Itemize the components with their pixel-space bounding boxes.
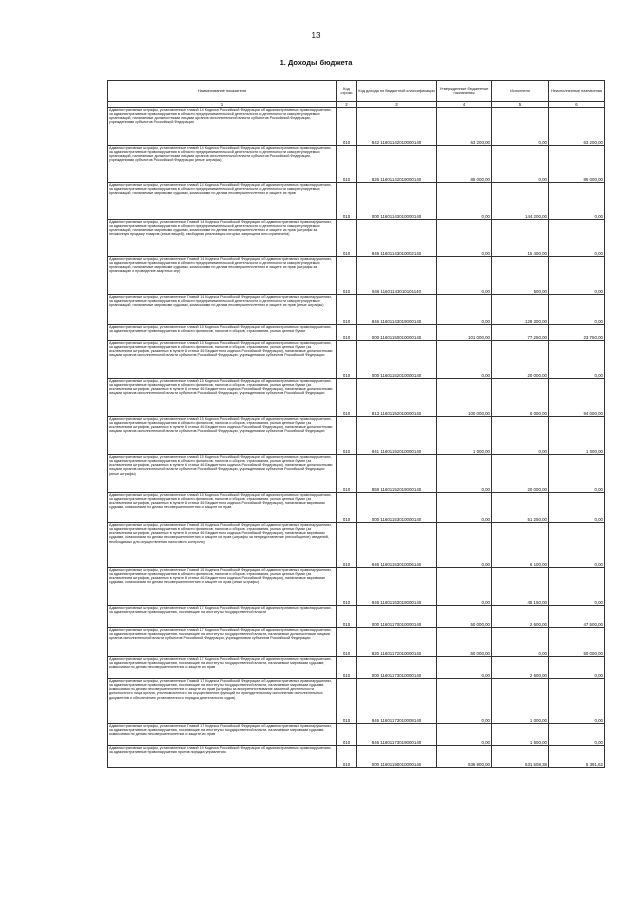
row-name: Административные штрафы, установленные главой 15 Кодекса Российской Федерации об административных правонарушениях, за административные правонарушения в области финансов, налогов и сборов, страхования, рынка ценных бумаг (за исключением штрафов, указанных в пункте 6 статьи 46 Бюджетного кодекса Российской Федерации), налагаемые должностными лицами органов исполнительной власти субъектов Российской Федерации, учреждениями субъектов Российской Федерации (108, 341, 337, 379)
row-approved: 50 000,00 (437, 606, 492, 628)
row-class-code: 000 11601190010000140 (357, 746, 437, 768)
row-name: Административные штрафы, установленные главой 15 Кодекса Российской Федерации об административных правонарушениях, за административные правонарушения в области финансов, налогов и сборов, страхования, рынка ценных бумаг (за исключением штрафов, указанных в пункте 6 статьи 46 Бюджетного кодекса Российской Федерации), налагаемые должностными лицами органов исполнительной власти субъектов Российской Федерации, учреждениями субъектов Российской Федерации (108, 379, 337, 417)
column-number: 5 (492, 102, 549, 108)
row-line-code: 010 (337, 295, 357, 325)
row-approved: 0,00 (437, 657, 492, 679)
row-name: Административные штрафы, установленные главой 17 Кодекса Российской Федерации об административных правонарушениях, за административные правонарушения, посягающие на институты государственной власти, налагаемые мировыми судьями, комиссиями по делам несовершеннолетних и защите их прав (108, 657, 337, 679)
row-line-code: 010 (337, 341, 357, 379)
row-class-code: 859 11601152019000140 (357, 455, 437, 493)
row-line-code: 010 (337, 724, 357, 746)
table-row (108, 220, 605, 257)
row-approved: 0,00 (437, 523, 492, 568)
row-class-code: 000 11601150010000140 (357, 325, 437, 341)
row-class-code: 846 11601173010008140 (357, 679, 437, 724)
row-class-code: 846 11601153010006140 (357, 523, 437, 568)
page-number: 13 (311, 31, 321, 40)
row-unexecuted: 50 000,00 (549, 628, 605, 657)
row-executed: 1 000,00 (492, 679, 549, 724)
row-line-code: 010 (337, 657, 357, 679)
row-name: Административные штрафы, установленные главой 15 Кодекса Российской Федерации об административных правонарушениях, за административные правонарушения в области финансов, налогов и сборов, страхования, рынка ценных бумаг (за исключением штрафов, указанных в пункте 6 статьи 46 Бюджетного кодекса Российской Федерации), налагаемые мировыми судьями, комиссиями по делам несовершеннолетних и защите их прав (108, 493, 337, 523)
table-row (108, 455, 605, 493)
table-row (108, 417, 605, 455)
row-line-code: 010 (337, 146, 357, 183)
row-executed: 20 000,00 (492, 341, 549, 379)
row-class-code: 813 11601152010000140 (357, 379, 437, 417)
row-name: Административные штрафы, установленные главой 14 Кодекса Российской Федерации об административных правонарушениях, за административные правонарушения в области предпринимательской деятельности и деятельности саморегулируемых организаций, налагаемые мировыми судьями, комиссиями по делам несовершеннолетних и защите их прав (108, 183, 337, 220)
row-approved: 85 000,00 (437, 146, 492, 183)
table-row (108, 746, 605, 768)
row-executed: 6 000,00 (492, 379, 549, 417)
row-unexecuted: 5 391,62 (549, 746, 605, 768)
income-table (107, 80, 605, 768)
row-approved: 536 900,00 (437, 746, 492, 768)
row-name: Административные штрафы, установленные Главой 15 Кодекса Российской Федерации об административных правонарушениях, за административные правонарушения в области финансов, налогов и сборов, страхования, рынка ценных бумаг (за исключением штрафов, указанных в пункте 6 статьи 46 Бюджетного кодекса Российской Федерации), налагаемые мировыми судьями, комиссиями по делам несовершеннолетних и защите их прав (иные штрафы) (108, 568, 337, 606)
row-unexecuted: 0,00 (549, 657, 605, 679)
row-line-code: 010 (337, 493, 357, 523)
row-line-code: 010 (337, 523, 357, 568)
row-class-code: 820 11601172010000140 (357, 628, 437, 657)
row-unexecuted: 0,00 (549, 679, 605, 724)
row-name: Административные штрафы, установленные главой 15 Кодекса Российской Федерации об административных правонарушениях, за административные правонарушения в области финансов, налогов и сборов, страхования, рынка ценных бумаг (108, 325, 337, 341)
table-row (108, 108, 605, 146)
row-executed: 128 300,00 (492, 295, 549, 325)
table-row (108, 606, 605, 628)
table-row (108, 679, 605, 724)
row-executed: 20 000,00 (492, 455, 549, 493)
row-approved: 50 000,00 (437, 628, 492, 657)
header-name: Наименование показателя (108, 81, 337, 102)
row-class-code: 846 11601153019000140 (357, 568, 437, 606)
row-unexecuted: 0,00 (549, 724, 605, 746)
row-class-code: 846 11601143010101140 (357, 257, 437, 295)
row-class-code: 000 11601152010000140 (357, 341, 437, 379)
row-executed: 1 500,00 (492, 724, 549, 746)
row-line-code: 010 (337, 746, 357, 768)
row-executed: 0,00 (492, 146, 549, 183)
row-executed: 0,00 (492, 108, 549, 146)
header-executed: Исполнено (492, 81, 549, 102)
table-row (108, 325, 605, 341)
row-unexecuted: 23 750,00 (549, 325, 605, 341)
row-executed: 0,00 (492, 628, 549, 657)
row-class-code: 000 11601170010000140 (357, 606, 437, 628)
row-unexecuted: 63 200,00 (549, 108, 605, 146)
row-name: Административные штрафы, установленные Главой 17 Кодекса Российской Федерации об административных правонарушениях, за административные правонарушения, посягающие на институты государственной власти, налагаемые мировыми судьями, комиссиями по делам несовершеннолетних и защите их прав (штрафы за воспрепятствование законной деятельности должностного лица органа, уполномоченного на осуществление функций по принудительному исполнению исполнительных документов и обеспечению установленного порядка деятельности судов) (108, 679, 337, 724)
row-class-code: 846 11601143019000140 (357, 295, 437, 325)
row-name: Административные штрафы, установленные главой 17 Кодекса Российской Федерации об административных правонарушениях, за административные правонарушения, посягающие на институты государственной власти (108, 606, 337, 628)
row-executed: 77 250,00 (492, 325, 549, 341)
table-row (108, 341, 605, 379)
row-line-code: 010 (337, 257, 357, 295)
row-class-code: 826 11601142019000140 (357, 146, 437, 183)
table-row (108, 493, 605, 523)
row-executed: 51 250,00 (492, 493, 549, 523)
row-class-code: 846 11601143010002140 (357, 220, 437, 257)
table-row (108, 379, 605, 417)
table-row (108, 146, 605, 183)
row-executed: 0,00 (492, 417, 549, 455)
column-number: 3 (357, 102, 437, 108)
row-executed: 15 400,00 (492, 220, 549, 257)
row-executed: 2 500,00 (492, 606, 549, 628)
table-row (108, 724, 605, 746)
table-row (108, 295, 605, 325)
row-unexecuted: 0,00 (549, 523, 605, 568)
row-line-code: 010 (337, 455, 357, 493)
row-executed: 6 100,00 (492, 523, 549, 568)
row-line-code: 010 (337, 417, 357, 455)
row-name: Административные штрафы, установленные главой 15 Кодекса Российской Федерации об административных правонарушениях, за административные правонарушения в области финансов, налогов и сборов, страхования, рынка ценных бумаг (за исключением штрафов, указанных в пункте 6 статьи 46 Бюджетного кодекса Российской Федерации), налагаемые должностными лицами органов исполнительной власти субъектов Российской Федерации, учреждениями субъектов Российской Федерации (108, 417, 337, 455)
row-approved: 0,00 (437, 341, 492, 379)
row-unexecuted: 0,00 (549, 220, 605, 257)
row-approved: 0,00 (437, 220, 492, 257)
header-class-code: Код дохода по бюджетной классификации (357, 81, 437, 102)
header-line-code: Код строки (337, 81, 357, 102)
row-line-code: 010 (337, 325, 357, 341)
row-unexecuted: 85 000,00 (549, 146, 605, 183)
row-class-code: 846 11601173019000140 (357, 724, 437, 746)
row-class-code: 000 11601173010000140 (357, 657, 437, 679)
row-class-code: 842 11601142010000140 (357, 108, 437, 146)
row-approved: 0,00 (437, 183, 492, 220)
row-class-code: 841 11601152010000140 (357, 417, 437, 455)
row-approved: 0,00 (437, 295, 492, 325)
row-name: Административные штрафы, установленные Главой 14 Кодекса Российской Федерации об административных правонарушениях, за административные правонарушения в области предпринимательской деятельности и деятельности саморегулируемых организаций, налагаемые мировыми судьями, комиссиями по делам несовершеннолетних и защите их прав (штрафы за организацию и проведение азартных игр) (108, 257, 337, 295)
row-executed: 45 150,00 (492, 568, 549, 606)
row-line-code: 010 (337, 679, 357, 724)
row-approved: 63 200,00 (437, 108, 492, 146)
row-approved: 0,00 (437, 257, 492, 295)
table-header-row (108, 81, 605, 102)
row-name: Административные штрафы, установленные главой 17 Кодекса Российской Федерации об административных правонарушениях, за административные правонарушения, посягающие на институты государственной власти, налагаемые должностными лицами органов исполнительной власти субъектов Российской Федерации, учреждениями субъектов Российской Федерации (108, 628, 337, 657)
row-approved: 0,00 (437, 679, 492, 724)
row-line-code: 010 (337, 183, 357, 220)
row-name: Административные штрафы, установленные главой 15 Кодекса Российской Федерации об административных правонарушениях, за административные правонарушения в области финансов, налогов и сборов, страхования, рынка ценных бумаг (за исключением штрафов, указанных в пункте 6 статьи 46 Бюджетного кодекса Российской Федерации), налагаемые должностными лицами органов исполнительной власти субъектов Российской Федерации, учреждениями субъектов Российской Федерации (иные штрафы) (108, 455, 337, 493)
row-approved: 101 000,00 (437, 325, 492, 341)
row-line-code: 010 (337, 606, 357, 628)
row-name: Административные штрафы, установленные главой 14 Кодекса Российской Федерации об административных правонарушениях, за административные правонарушения в области предпринимательской деятельности и деятельности саморегулируемых организаций, налагаемые должностными лицами органов исполнительной власти субъектов Российской Федерации, учреждениями субъектов Российской Федерации (108, 108, 337, 146)
row-line-code: 010 (337, 628, 357, 657)
column-number: 4 (437, 102, 492, 108)
row-unexecuted: 0,00 (549, 341, 605, 379)
row-name: Административные штрафы, установленные Главой 17 Кодекса Российской Федерации об административных правонарушениях, за административные правонарушения, посягающие на институты государственной власти, налагаемые мировыми судьями, комиссиями по делам несовершеннолетних и защите их прав (108, 724, 337, 746)
row-unexecuted: 0,00 (549, 257, 605, 295)
header-approved: Утвержденные бюджетные назначения (437, 81, 492, 102)
row-unexecuted: 0,00 (549, 568, 605, 606)
row-class-code: 000 11601153010000140 (357, 493, 437, 523)
row-unexecuted: 0,00 (549, 493, 605, 523)
row-line-code: 010 (337, 108, 357, 146)
row-name: Административные штрафы, установленные Главой 15 Кодекса Российской Федерации об административных правонарушениях, за административные правонарушения в области финансов, налогов и сборов, страхования, рынка ценных бумаг (за исключением штрафов, указанных в пункте 6 статьи 46 Бюджетного кодекса Российской Федерации), налагаемые мировыми судьями, комиссиями по делам несовершеннолетних и защите их прав (штрафы за непредставление (несообщение) сведений, необходимых для осуществления налогового контроля) (108, 523, 337, 568)
row-executed: 531 508,38 (492, 746, 549, 768)
row-line-code: 010 (337, 220, 357, 257)
row-executed: 500,00 (492, 257, 549, 295)
column-number: 1 (108, 102, 337, 108)
row-name: Административные штрафы, установленные Главой 14 Кодекса Российской Федерации об административных правонарушениях, за административные правонарушения в области предпринимательской деятельности и деятельности саморегулируемых организаций, налагаемые мировыми судьями, комиссиями по делам несовершеннолетних и защите их прав (иные штрафы) (108, 295, 337, 325)
row-unexecuted: 94 000,00 (549, 379, 605, 417)
row-approved: 0,00 (437, 568, 492, 606)
row-unexecuted: 1 000,00 (549, 417, 605, 455)
row-line-code: 010 (337, 379, 357, 417)
row-executed: 2 500,00 (492, 657, 549, 679)
row-name: Административные штрафы, установленные Главой 14 Кодекса Российской Федерации об административных правонарушениях, за административные правонарушения в области предпринимательской деятельности и деятельности саморегулируемых организаций, налагаемые мировыми судьями, комиссиями по делам несовершеннолетних и защите их прав (штрафы за незаконную продажу товаров (иные вещей), свободная реализация которых запрещена или ограничена) (108, 220, 337, 257)
row-unexecuted: 0,00 (549, 183, 605, 220)
row-name: Административные штрафы, установленные главой 19 Кодекса Российской Федерации об административных правонарушениях, за административные правонарушения против порядка управления (108, 746, 337, 768)
column-number: 2 (337, 102, 357, 108)
row-class-code: 000 11601143010000140 (357, 183, 437, 220)
row-approved: 1 000,00 (437, 417, 492, 455)
row-unexecuted: 0,00 (549, 455, 605, 493)
row-unexecuted: 47 500,00 (549, 606, 605, 628)
row-approved: 100 000,00 (437, 379, 492, 417)
row-approved: 0,00 (437, 455, 492, 493)
table-row (108, 523, 605, 568)
table-row (108, 568, 605, 606)
row-name: Административные штрафы, установленные главой 14 Кодекса Российской Федерации об административных правонарушениях, за административные правонарушения в области предпринимательской деятельности и деятельности саморегулируемых организаций, налагаемые должностными лицами органов исполнительной власти субъектов Российской Федерации, учреждениями субъектов Российской Федерации (иные штрафы) (108, 146, 337, 183)
row-approved: 0,00 (437, 493, 492, 523)
table-row (108, 257, 605, 295)
table-row (108, 657, 605, 679)
row-unexecuted: 0,00 (549, 295, 605, 325)
row-line-code: 010 (337, 568, 357, 606)
column-number: 6 (549, 102, 605, 108)
row-approved: 0,00 (437, 724, 492, 746)
table-row (108, 183, 605, 220)
table-row (108, 628, 605, 657)
section-title: 1. Доходы бюджета (279, 58, 353, 67)
row-executed: 144 200,00 (492, 183, 549, 220)
header-unexecuted: Неисполненные назначения (549, 81, 605, 102)
